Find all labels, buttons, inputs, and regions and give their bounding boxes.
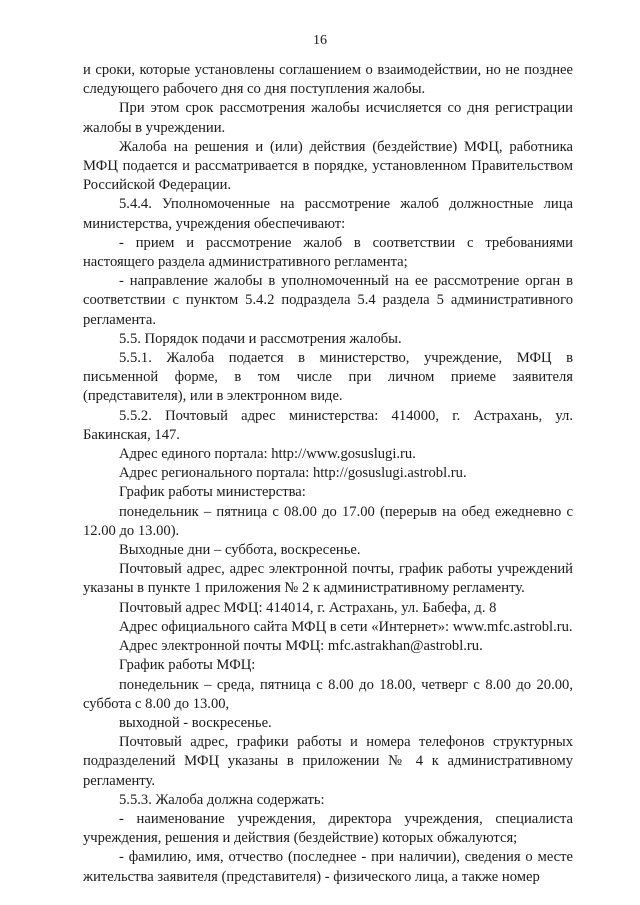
paragraph: 5.5.3. Жалоба должна содержать: [119, 791, 325, 808]
paragraph: При этом срок рассмотрения жалобы исчисляется со дня регистрации жалобы в учреждении. [83, 100, 573, 136]
paragraph: и сроки, которые установлены соглашением о взаимодействии, но не позднее следующего рабочего дня со дня поступления жалобы. [83, 62, 573, 98]
paragraph: Адрес официального сайта МФЦ в сети «Интернет»: www.mfc.astrobl.ru. [119, 618, 573, 635]
paragraph: - наименование учреждения, директора учреждения, специалиста учреждения, решения и действия (бездействие) которых обжалуются; [83, 810, 573, 847]
paragraph: понедельник – пятница с 08.00 до 17.00 (перерыв на обед ежедневно с 12.00 до 13.00). [83, 503, 573, 539]
paragraph: выходной - воскресенье. [119, 714, 272, 731]
paragraph: График работы МФЦ: [119, 657, 256, 674]
paragraph: Выходные дни – суббота, воскресенье. [119, 542, 361, 559]
paragraph: Жалоба на решения и (или) действия (бездействие) МФЦ, работника МФЦ подается и рассматривается в порядке, установленном Правительством Российской Федерации. [83, 138, 573, 194]
paragraph: 5.5.1. Жалоба подается в министерство, учреждение, МФЦ в письменной форме, в том числе при личном приеме заявителя (представителя), или в электронном виде. [83, 350, 573, 405]
paragraph: Адрес электронной почты МФЦ: mfc.astrakhan@astrobl.ru. [119, 638, 483, 655]
paragraph: 5.4.4. Уполномоченные на рассмотрение жалоб должностные лица министерства, учреждения обеспечивают: [83, 196, 573, 232]
page-number: 16 [313, 33, 327, 48]
paragraph: - фамилию, имя, отчество (последнее - при наличии), сведения о месте жительства заявителя (представителя) - физического лица, а также номер [83, 849, 573, 885]
paragraph: Почтовый адрес, адрес электронной почты, график работы учреждений указаны в пункте 1 приложения № 2 к административному регламенту. [83, 561, 573, 597]
paragraph: График работы министерства: [119, 484, 306, 501]
body-text [83, 61, 573, 887]
paragraph: Почтовый адрес, графики работы и номера телефонов структурных подразделений МФЦ указаны в приложении № 4 к административному регламенту. [83, 734, 573, 789]
paragraph: Адрес регионального портала: http://gosuslugi.astrobl.ru. [119, 465, 467, 482]
paragraph: 5.5.2. Почтовый адрес министерства: 414000, г. Астрахань, ул. Бакинская, 147. [83, 407, 573, 443]
paragraph: - направление жалобы в уполномоченный на ее рассмотрение орган в соответствии с пунктом 5.4.2 подраздела 5.4 раздела 5 административного регламента. [83, 273, 573, 328]
paragraph: Адрес единого портала: http://www.gosuslugi.ru. [119, 446, 416, 463]
paragraph: - прием и рассмотрение жалоб в соответствии с требованиями настоящего раздела административного регламента; [83, 234, 573, 271]
paragraph: Почтовый адрес МФЦ: 414014, г. Астрахань, ул. Бабефа, д. 8 [119, 599, 497, 616]
paragraph: 5.5. Порядок подачи и рассмотрения жалобы. [119, 330, 402, 347]
paragraph: понедельник – среда, пятница с 8.00 до 18.00, четверг с 8.00 до 20.00, суббота с 8.00 до 13.00, [83, 676, 573, 712]
